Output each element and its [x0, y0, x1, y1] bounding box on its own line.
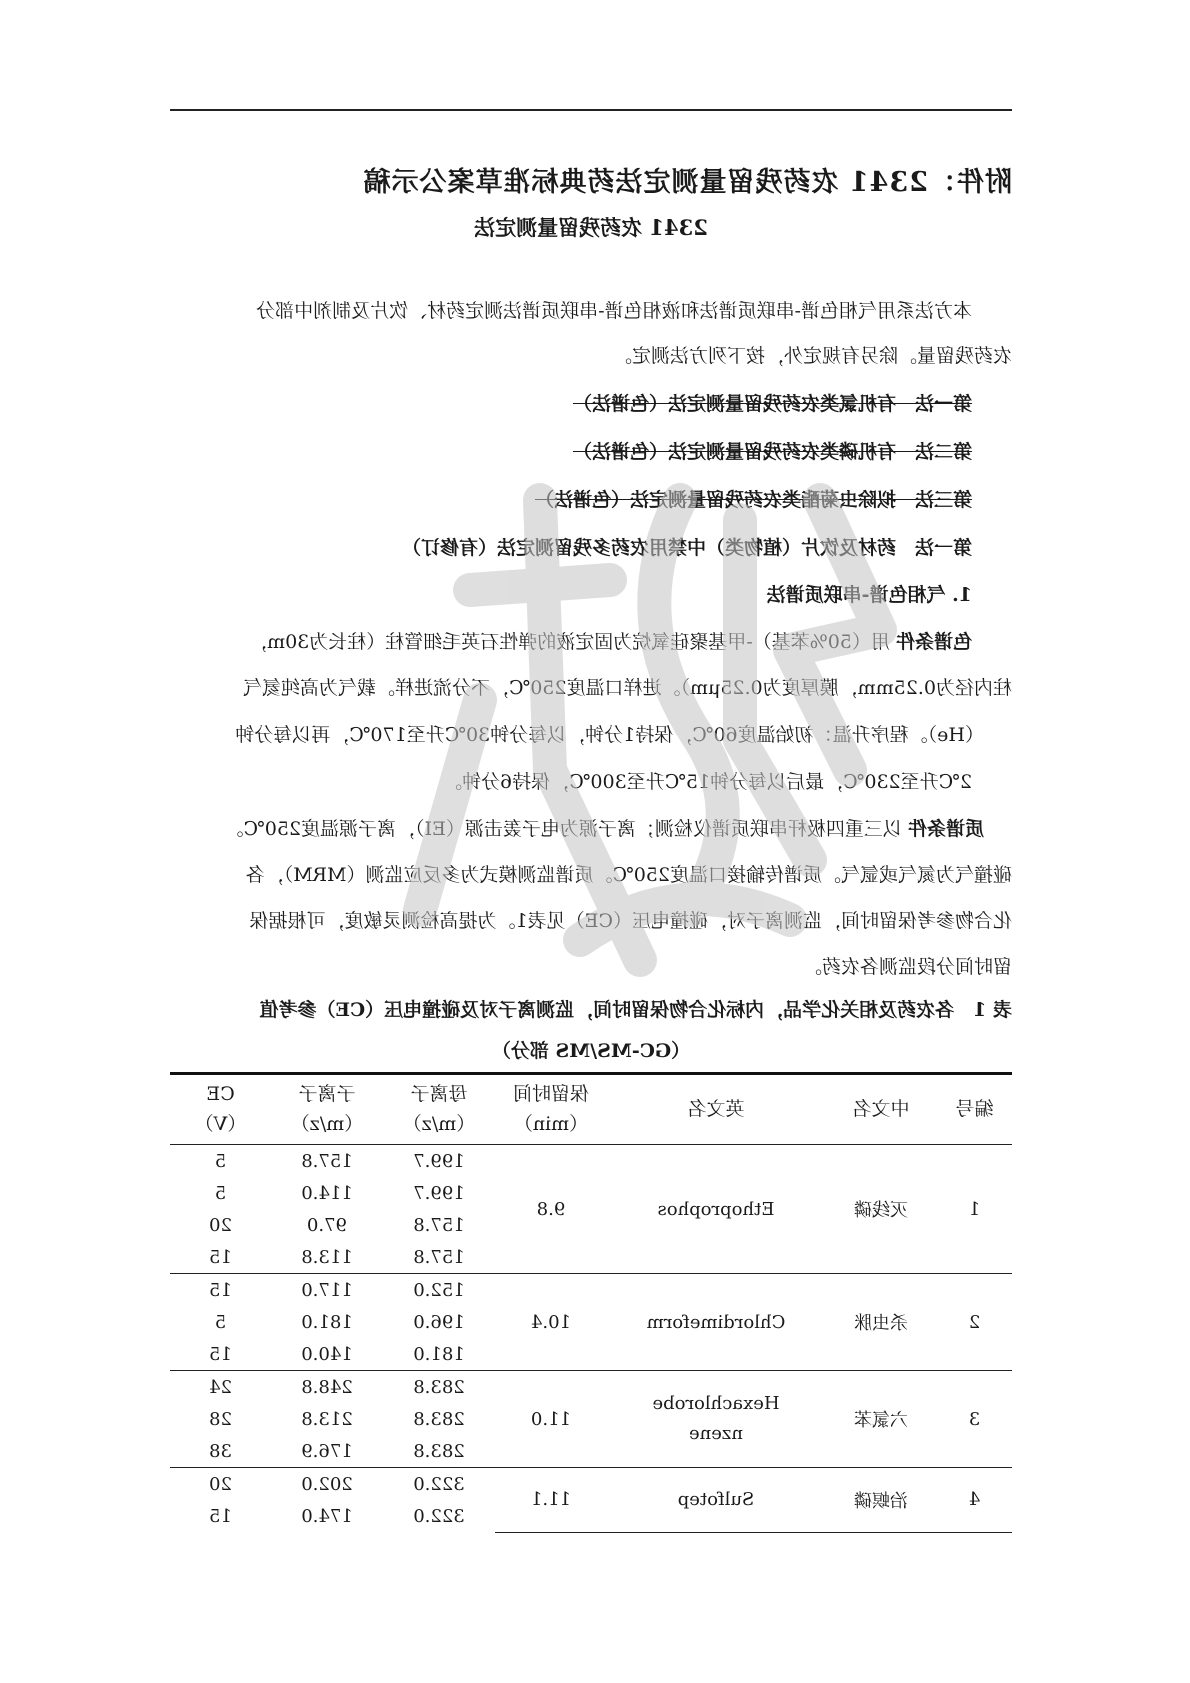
cell-daughter: 97.0 — [306, 1214, 348, 1236]
massspec-line-4: 留时间分段监测各农药。 — [802, 956, 1012, 978]
cell-parent: 283.8 — [413, 1408, 465, 1430]
chromatography-line-2: 柱内径为0.25mm，膜厚度为0.25μm）。进样口温度250℃，不分流进样。载气为高纯氦气 — [242, 677, 1012, 699]
massspec-line-1 — [225, 814, 984, 841]
table-caption-2: （GC-MS/MS 部分） — [491, 1040, 691, 1062]
cell-daughter: 181.0 — [301, 1311, 353, 1333]
header-rule — [170, 109, 1012, 111]
cell-daughter: 213.8 — [301, 1408, 353, 1430]
cell-daughter: 114.0 — [301, 1182, 353, 1204]
chromatography-line-4: 2℃升至230℃，最后以每分钟15℃升至300℃，保持6分钟。 — [443, 771, 972, 793]
col-cn: 中文名 — [825, 1074, 937, 1145]
cell-ce: 20 — [209, 1214, 232, 1236]
table-row — [170, 1468, 1012, 1501]
table-caption-1: 表 1 各农药及相关化学品，内标化合物保留时间，监测离子对及碰撞电压（CE）参考值 — [259, 999, 1012, 1021]
cell-en: Ethoprophos — [607, 1145, 825, 1274]
subsection-heading: 1. 气相色谱-串联质谱法 — [766, 584, 972, 606]
cell-ce: 20 — [209, 1473, 232, 1495]
cell-daughter: 248.8 — [301, 1376, 353, 1398]
table-row — [170, 1145, 1012, 1178]
cell-no: 4 — [937, 1468, 1012, 1533]
section-heading: 第一法 药材及饮片（植物类）中禁用农药多残留测定法（有修订） — [401, 537, 972, 559]
intro-line-1: 本方法系用气相色谱-串联质谱法和液相色谱-串联质谱法测定药材、饮片及制剂中部分 — [256, 300, 972, 322]
cell-no: 2 — [937, 1274, 1012, 1371]
cell-parent: 199.7 — [413, 1150, 465, 1172]
table-header-row — [170, 1074, 1012, 1145]
cell-parent: 322.0 — [413, 1505, 465, 1527]
cell-no: 3 — [937, 1371, 1012, 1468]
cell-cn: 灭线磷 — [825, 1145, 937, 1274]
cell-parent: 283.8 — [383, 1435, 495, 1468]
cell-en: Chlordimeform — [607, 1274, 825, 1371]
cell-cn: 六氯苯 — [825, 1371, 937, 1468]
cell-no: 1 — [937, 1145, 1012, 1274]
cell-ce: 15 — [170, 1241, 271, 1274]
cell-parent: 152.0 — [413, 1279, 465, 1301]
cell-ce: 38 — [170, 1435, 271, 1468]
cell-ce: 15 — [209, 1505, 232, 1527]
cell-rt: 11.1 — [495, 1468, 607, 1533]
cell-ce: 5 — [214, 1182, 227, 1204]
cell-cn: 治螟磷 — [825, 1468, 937, 1533]
cell-ce: 5 — [214, 1150, 227, 1172]
cell-daughter: 140.0 — [271, 1338, 383, 1371]
cell-parent: 181.0 — [383, 1338, 495, 1371]
chromatography-line-3: （He）。程序升温：初始温度60℃，保持1分钟，以每分钟30℃升至170℃，再以每分钟 — [235, 724, 984, 746]
cell-parent: 322.0 — [413, 1473, 465, 1495]
struck-method-3: 第三法 拟除虫菊酯类农药残留量测定法（色谱法） — [534, 489, 972, 511]
massspec-line-2: 碰撞气为氮气或氩气。质谱传输接口温度250℃。质谱监测模式为多反应监测（MRM），各 — [245, 864, 1012, 886]
cell-parent: 157.8 — [413, 1214, 465, 1236]
cell-parent: 157.8 — [383, 1241, 495, 1274]
cell-daughter: 113.8 — [271, 1241, 383, 1274]
cell-daughter: 157.8 — [301, 1150, 353, 1172]
cell-parent: 283.8 — [413, 1376, 465, 1398]
chromatography-text-1: 用（50%苯基）-甲基聚硅氧烷为固定液的弹性石英毛细管柱（柱长为30m， — [248, 631, 890, 653]
struck-method-1: 第一法 有机氯类农药残留量测定法（色谱法） — [572, 393, 972, 415]
cell-daughter: 174.0 — [301, 1505, 353, 1527]
cell-ce: 15 — [209, 1279, 232, 1301]
cell-ce: 5 — [214, 1311, 227, 1333]
col-daughter: 子离子 （m/z） — [271, 1074, 383, 1145]
table-row — [170, 1274, 1012, 1307]
cell-parent: 196.0 — [413, 1311, 465, 1333]
col-no: 编号 — [937, 1074, 1012, 1145]
document-subtitle: 2341 农药残留量测定法 — [474, 215, 708, 240]
intro-line-2: 农药残留量。除另有规定外，按下列方法测定。 — [612, 345, 1012, 367]
cell-rt: 10.4 — [495, 1274, 607, 1371]
massspec-line-3: 化合物参考保留时间，监测离子对，碰撞电压（CE）见表1。为提高检测灵敏度，可根据保 — [249, 910, 1012, 932]
massspec-label: 质谱条件 — [907, 818, 984, 840]
cell-ce: 28 — [209, 1408, 232, 1430]
cell-ce: 24 — [209, 1376, 232, 1398]
cell-daughter: 176.9 — [271, 1435, 383, 1468]
struck-method-2: 第二法 有机磷类农药残留量测定法（色谱法） — [572, 441, 972, 463]
cell-en: Sulfotep — [607, 1468, 825, 1533]
col-ce: CE （V） — [170, 1074, 271, 1145]
chromatography-line-1 — [248, 627, 972, 654]
cell-parent: 199.7 — [413, 1182, 465, 1204]
cell-cn: 杀虫脒 — [825, 1274, 937, 1371]
chromatography-label: 色谱条件 — [895, 631, 972, 653]
document-title: 附件：2341 农药残留量测定法药典标准草案公示稿 — [362, 167, 1012, 198]
col-parent: 母离子 （m/z） — [383, 1074, 495, 1145]
col-rt: 保留时间 （min） — [495, 1074, 607, 1145]
table-row — [170, 1371, 1012, 1404]
cell-rt: 11.0 — [495, 1371, 607, 1468]
cell-daughter: 202.0 — [301, 1473, 353, 1495]
cell-ce: 15 — [170, 1338, 271, 1371]
massspec-text-1: 以三重四极杆串联质谱仪检测；离子源为电子轰击源（EI），离子源温度250℃。 — [224, 818, 902, 840]
cell-en: Hexachlorobenzene — [607, 1371, 825, 1468]
results-table — [170, 1074, 1012, 1533]
cell-rt: 9.8 — [495, 1145, 607, 1274]
col-en: 英文名 — [607, 1074, 825, 1145]
cell-daughter: 117.0 — [301, 1279, 353, 1301]
